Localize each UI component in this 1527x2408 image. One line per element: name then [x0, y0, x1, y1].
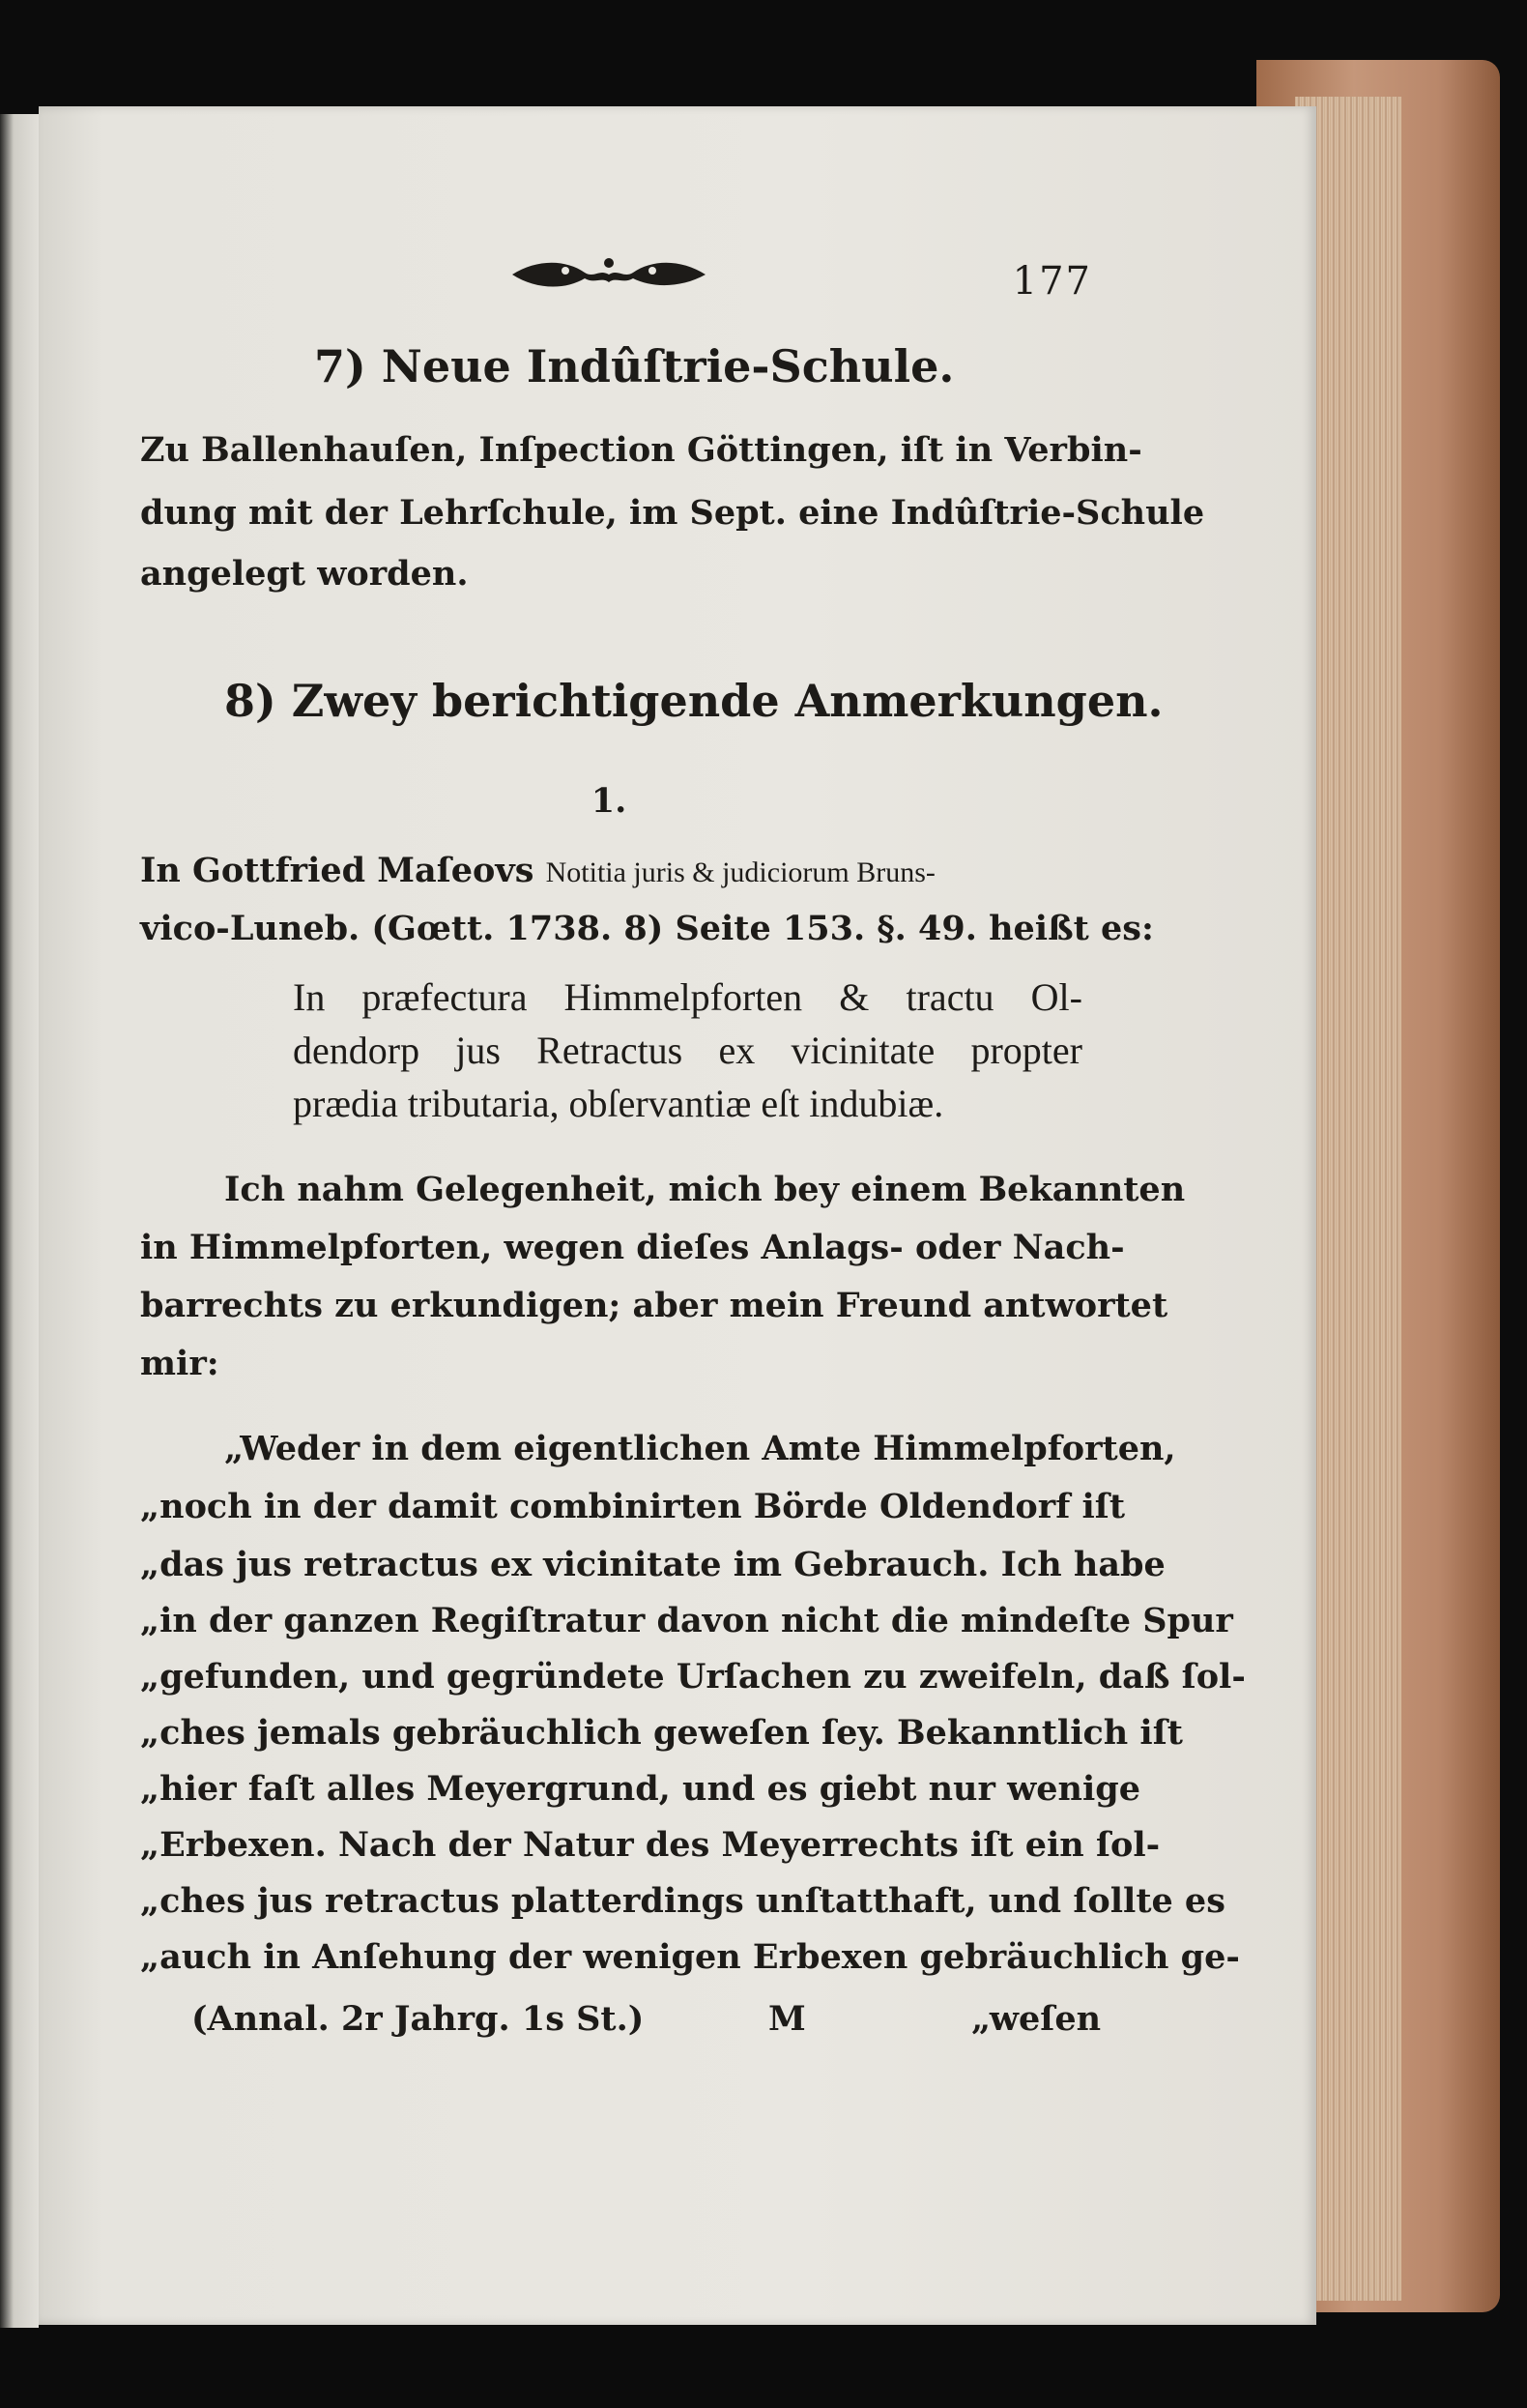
author-reference: In Gottfried Maſeovs	[140, 851, 534, 890]
latin-quote-line: dendorp jus Retractus ex vicinitate propter	[293, 1029, 1082, 1072]
ornament-icon	[507, 249, 710, 300]
text-line: mir:	[140, 1344, 219, 1383]
letter-line: „noch in der damit combinirten Börde Oldendorf iſt	[140, 1487, 1125, 1526]
subsection-number: 1.	[591, 781, 627, 821]
text-line: barrechts zu erkundigen; aber mein Freund antwortet	[140, 1286, 1168, 1325]
book-title: Notitia juris & judiciorum Bruns-	[545, 856, 936, 888]
page-number: 177	[1012, 259, 1092, 304]
latin-quote-line: prædia tributaria, obſervantiæ eſt indubiæ.	[293, 1082, 944, 1125]
text-line: vico-Luneb. (Gœtt. 1738. 8) Seite 153. §. 49. heißt es:	[140, 909, 1154, 948]
letter-line: „Erbexen. Nach der Natur des Meyerrechts iſt ein ſol-	[140, 1825, 1161, 1865]
section-7-title: 7) Neue Indûſtrie-Schule.	[314, 340, 955, 392]
latin-quote-line: In præfectura Himmelpforten & tractu Ol-	[293, 975, 1082, 1019]
letter-line: „ches jus retractus platterdings unſtatthaft, und ſollte es	[140, 1881, 1225, 1921]
previous-page-edge	[0, 114, 39, 2328]
text-line: in Himmelpforten, wegen dieſes Anlags- oder Nach-	[140, 1228, 1125, 1267]
text-line: Ich nahm Gelegenheit, mich bey einem Bekannten	[224, 1170, 1186, 1209]
text-line: dung mit der Lehrſchule, im Sept. eine Indûſtrie-Schule	[140, 493, 1205, 533]
catchword: „weſen	[971, 1999, 1102, 2039]
sheet-mark: M	[768, 1999, 806, 2039]
letter-line: „Weder in dem eigentlichen Amte Himmelpforten,	[224, 1429, 1176, 1468]
letter-line: „ches jemals gebräuchlich geweſen ſey. Bekanntlich iſt	[140, 1713, 1183, 1753]
letter-line: „auch in Anſehung der wenigen Erbexen gebräuchlich ge-	[140, 1937, 1240, 1977]
section-8-title: 8) Zwey berichtigende Anmerkungen.	[224, 675, 1164, 727]
letter-line: „gefunden, und gegründete Urſachen zu zweifeln, daß ſol-	[140, 1657, 1246, 1697]
signature-line: (Annal. 2r Jahrg. 1s St.)	[191, 1999, 645, 2039]
text-line	[140, 851, 936, 890]
letter-line: „in der ganzen Regiſtratur davon nicht die mindeſte Spur	[140, 1601, 1233, 1640]
letter-line: „hier faſt alles Meyergrund, und es giebt nur wenige	[140, 1769, 1141, 1809]
letter-line: „das jus retractus ex vicinitate im Gebrauch. Ich habe	[140, 1545, 1166, 1584]
text-line: Zu Ballenhauſen, Inſpection Göttingen, iſt in Verbin-	[140, 430, 1142, 470]
text-line: angelegt worden.	[140, 554, 469, 594]
page-header	[0, 249, 1527, 307]
